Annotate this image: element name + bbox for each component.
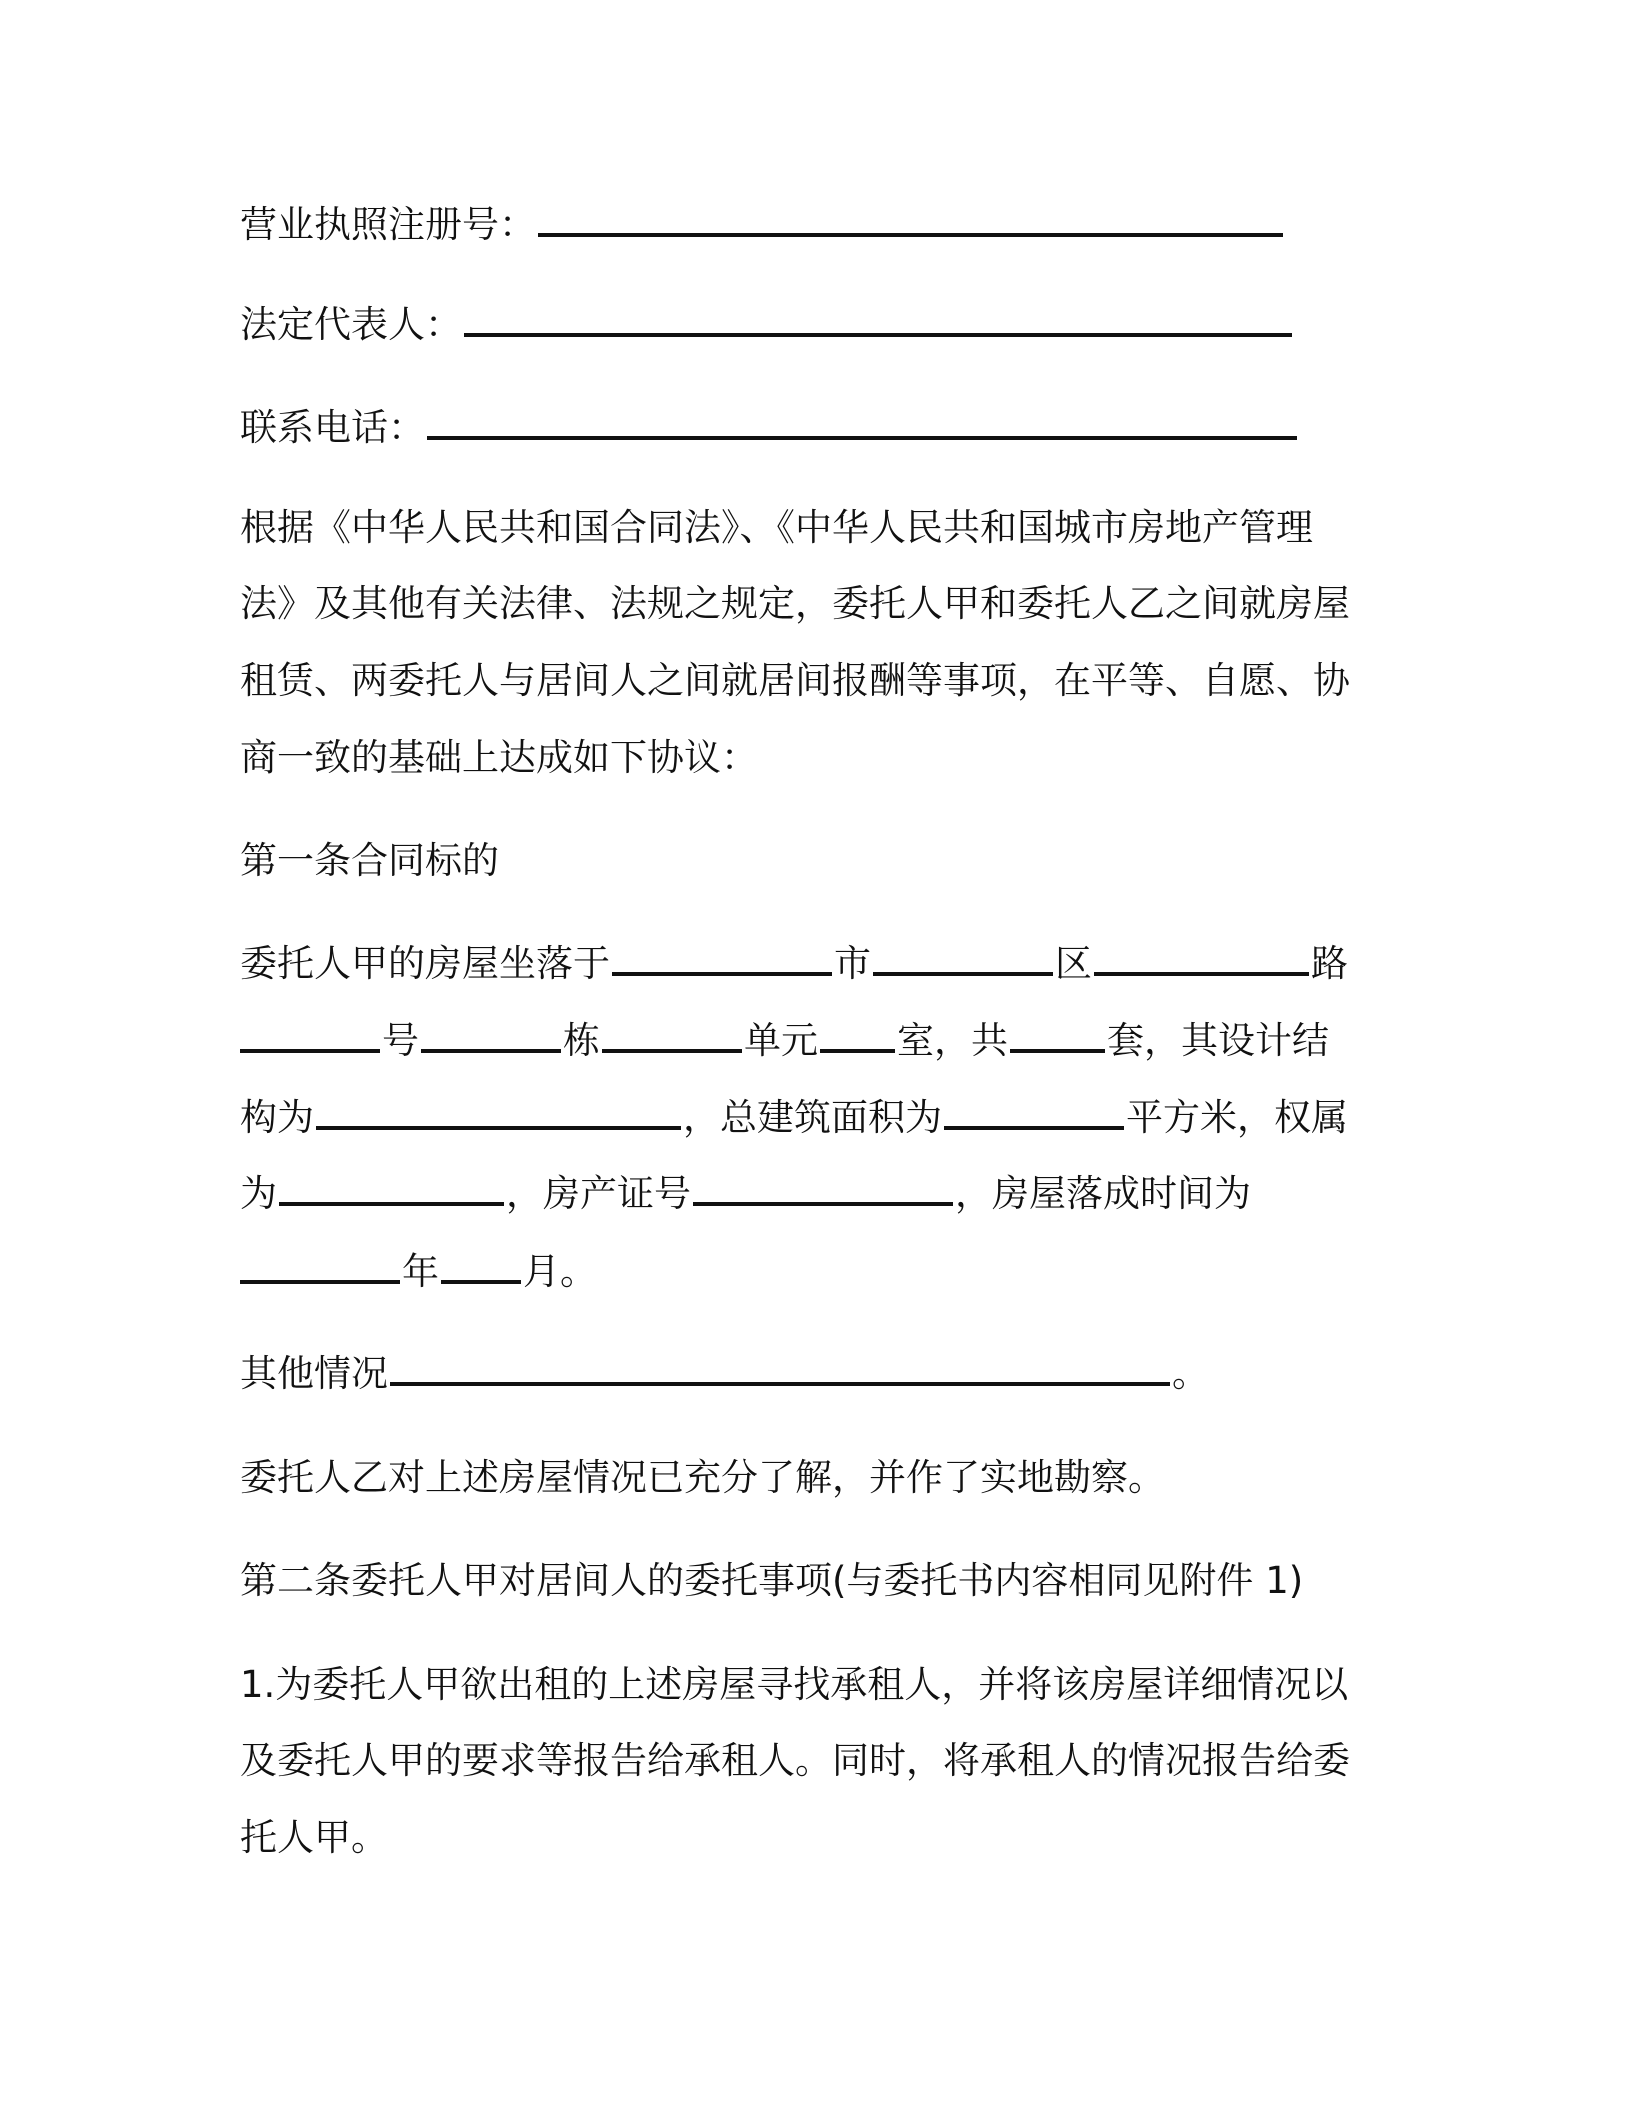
blank-field[interactable] xyxy=(602,1019,742,1053)
article1-note: 委托人乙对上述房屋情况已充分了解，并作了实地勘察。 xyxy=(240,1456,1165,1499)
article1-title: 第一条合同标的 xyxy=(240,839,499,882)
article1-line: 构为 ，总建筑面积为 平方米，权属 xyxy=(240,1096,1348,1139)
field-phone xyxy=(240,406,1299,450)
article2-item-line: 及委托人甲的要求等报告给承租人。同时，将承租人的情况报告给委 xyxy=(240,1739,1350,1782)
article2-item-line: 1.为委托人甲欲出租的上述房屋寻找承租人，并将该房屋详细情况以 xyxy=(240,1663,1349,1706)
blank-field[interactable] xyxy=(390,1352,1170,1386)
blank-field[interactable] xyxy=(316,1096,681,1130)
blank-field[interactable] xyxy=(421,1019,561,1053)
blank-field[interactable] xyxy=(240,1250,400,1284)
article2-item-line: 托人甲。 xyxy=(240,1816,388,1859)
field-business-license xyxy=(240,203,1285,247)
article1-other: 其他情况 。 xyxy=(240,1352,1209,1395)
article1-line: 为 ，房产证号 ，房屋落成时间为 xyxy=(240,1172,1251,1215)
blank-field[interactable] xyxy=(693,1172,953,1206)
blank-field[interactable] xyxy=(944,1096,1124,1130)
preamble-line: 租赁、两委托人与居间人之间就居间报酬等事项，在平等、自愿、协 xyxy=(240,659,1350,702)
blank-field[interactable] xyxy=(441,1250,521,1284)
article1-line: 号 栋 单元 室，共 套，其设计结 xyxy=(240,1019,1329,1063)
preamble-line: 根据《中华人民共和国合同法》、《中华人民共和国城市房地产管理 xyxy=(240,506,1313,549)
blank-field[interactable] xyxy=(464,303,1292,337)
blank-field[interactable] xyxy=(538,203,1283,237)
blank-field[interactable] xyxy=(873,942,1053,976)
blank-field[interactable] xyxy=(1094,942,1309,976)
field-label: 营业执照注册号： xyxy=(240,203,536,246)
blank-field[interactable] xyxy=(240,1019,380,1053)
blank-field[interactable] xyxy=(820,1019,895,1053)
blank-field[interactable] xyxy=(427,406,1297,440)
blank-field[interactable] xyxy=(612,942,832,976)
field-label: 联系电话： xyxy=(240,406,425,449)
blank-field[interactable] xyxy=(1010,1019,1105,1053)
field-legal-representative xyxy=(240,303,1294,347)
article1-line: 委托人甲的房屋坐落于 市 区 路 xyxy=(240,942,1348,985)
preamble-line: 法》及其他有关法律、法规之规定，委托人甲和委托人乙之间就房屋 xyxy=(240,582,1350,625)
field-label: 法定代表人： xyxy=(240,303,462,346)
article1-line: 年 月。 xyxy=(240,1250,597,1294)
article2-title: 第二条委托人甲对居间人的委托事项(与委托书内容相同见附件 1) xyxy=(240,1559,1304,1602)
preamble-line: 商一致的基础上达成如下协议： xyxy=(240,736,758,779)
blank-field[interactable] xyxy=(279,1172,504,1206)
